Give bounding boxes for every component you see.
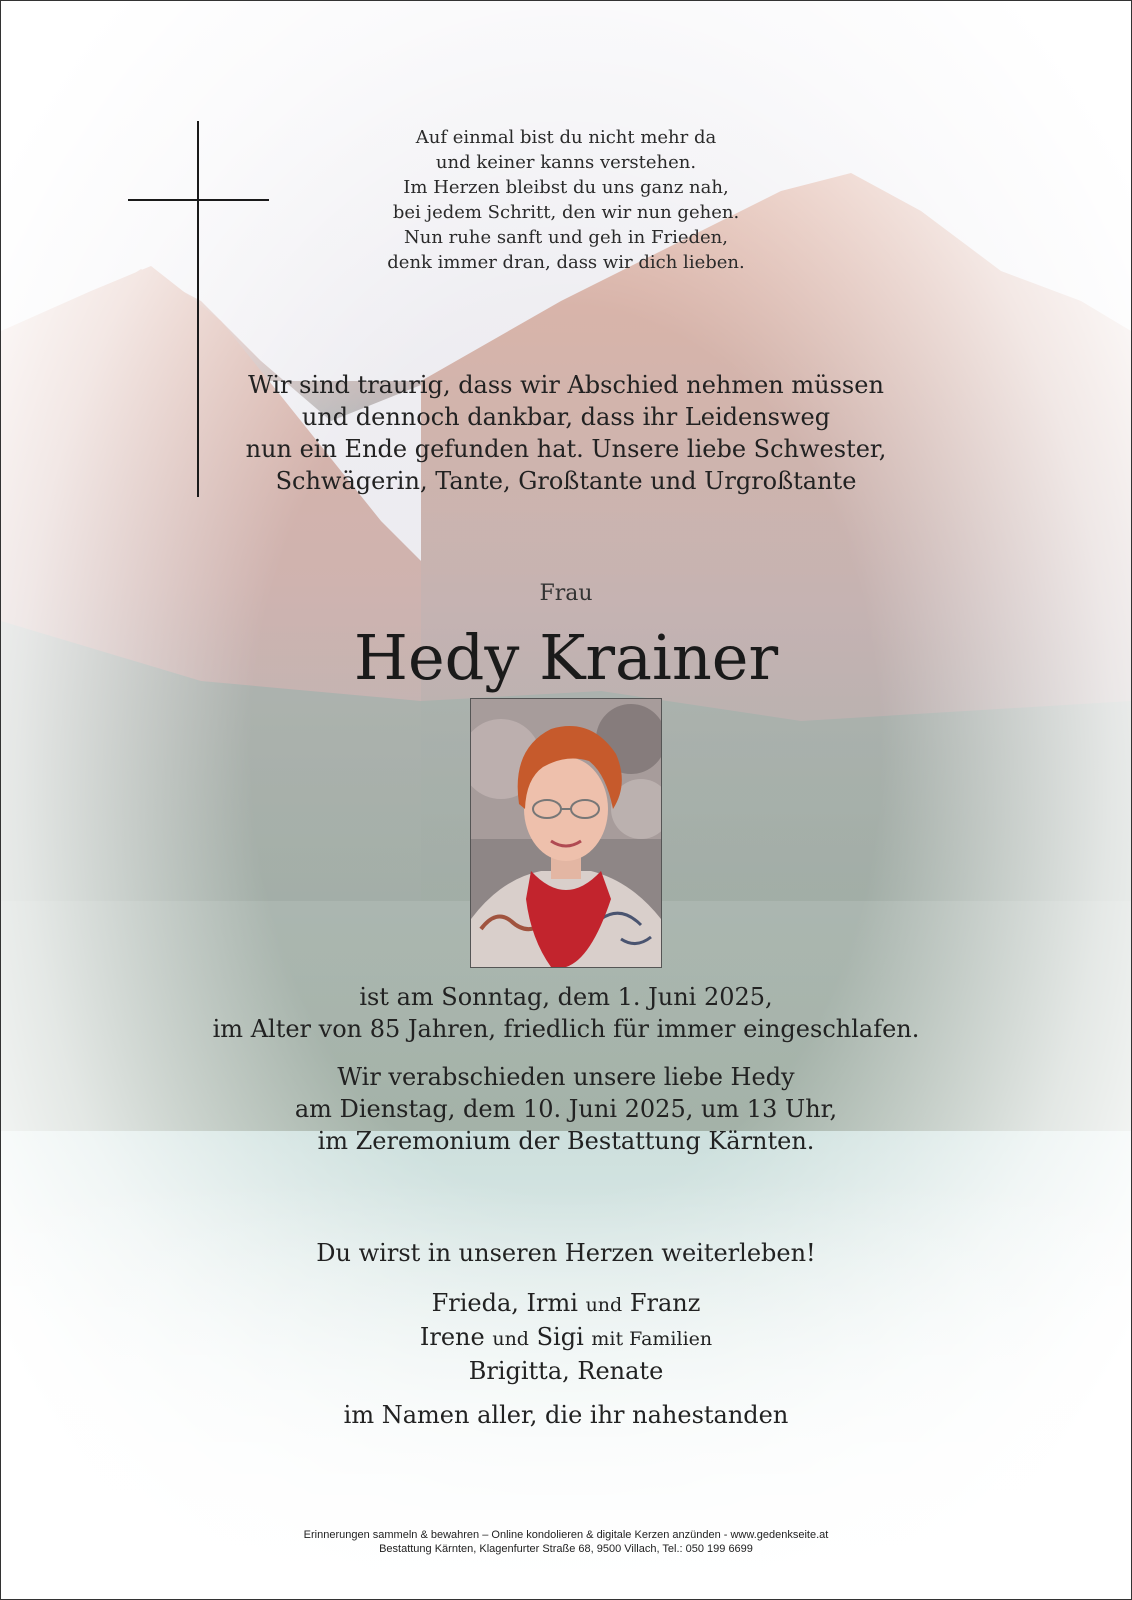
closing-line: im Namen aller, die ihr nahestanden bbox=[343, 1401, 789, 1429]
footer bbox=[1, 1528, 1131, 1556]
salutation: Frau bbox=[539, 581, 593, 606]
family-names: Irene bbox=[419, 1323, 485, 1351]
family-names: Sigi bbox=[536, 1323, 584, 1351]
death-notice bbox=[1, 981, 1131, 1045]
poem-line: denk immer dran, dass wir dich lieben. bbox=[387, 252, 745, 273]
portrait-photo bbox=[470, 698, 662, 968]
portrait-image bbox=[471, 699, 661, 967]
family-mourners bbox=[1, 1287, 1131, 1387]
intro-line: und dennoch dankbar, dass ihr Leidensweg bbox=[301, 403, 831, 431]
motto: Du wirst in unseren Herzen weiterleben! bbox=[316, 1239, 816, 1267]
farewell-line: im Zeremonium der Bestattung Kärnten. bbox=[317, 1127, 815, 1155]
intro-line: nun ein Ende gefunden hat. Unsere liebe Schwester, bbox=[245, 435, 887, 463]
farewell-line: am Dienstag, dem 10. Juni 2025, um 13 Uhr, bbox=[294, 1095, 838, 1123]
family-names: Frieda, Irmi bbox=[431, 1289, 578, 1317]
farewell-notice bbox=[1, 1061, 1131, 1157]
poem-line: Im Herzen bleibst du uns ganz nah, bbox=[403, 177, 729, 198]
deceased-name: Hedy Krainer bbox=[353, 621, 779, 694]
intro-line: Schwägerin, Tante, Großtante und Urgroßtante bbox=[275, 467, 857, 495]
poem-line: Auf einmal bist du nicht mehr da bbox=[415, 127, 717, 148]
death-notice-line: im Alter von 85 Jahren, friedlich für immer eingeschlafen. bbox=[212, 1015, 920, 1043]
family-line bbox=[1, 1287, 1131, 1321]
conjunction: und bbox=[585, 1294, 623, 1316]
poem-line: und keiner kanns verstehen. bbox=[435, 152, 697, 173]
poem bbox=[1, 125, 1131, 275]
poem-line: bei jedem Schritt, den wir nun gehen. bbox=[392, 202, 740, 223]
family-line bbox=[1, 1321, 1131, 1355]
farewell-line: Wir verabschieden unsere liebe Hedy bbox=[337, 1063, 795, 1091]
conjunction: und bbox=[492, 1328, 529, 1350]
family-suffix: mit Familien bbox=[591, 1328, 713, 1350]
death-notice-line: ist am Sonntag, dem 1. Juni 2025, bbox=[359, 983, 773, 1011]
family-names: Franz bbox=[629, 1289, 701, 1317]
intro-line: Wir sind traurig, dass wir Abschied nehmen müssen bbox=[248, 371, 884, 399]
footer-line: Bestattung Kärnten, Klagenfurter Straße 68, 9500 Villach, Tel.: 050 199 6699 bbox=[379, 1543, 753, 1555]
footer-line: Erinnerungen sammeln & bewahren – Online kondolieren & digitale Kerzen anzünden - www.gedenkseite.at bbox=[303, 1529, 829, 1541]
intro-text bbox=[1, 369, 1131, 497]
poem-line: Nun ruhe sanft und geh in Frieden, bbox=[404, 227, 728, 248]
family-line: Brigitta, Renate bbox=[468, 1357, 664, 1385]
